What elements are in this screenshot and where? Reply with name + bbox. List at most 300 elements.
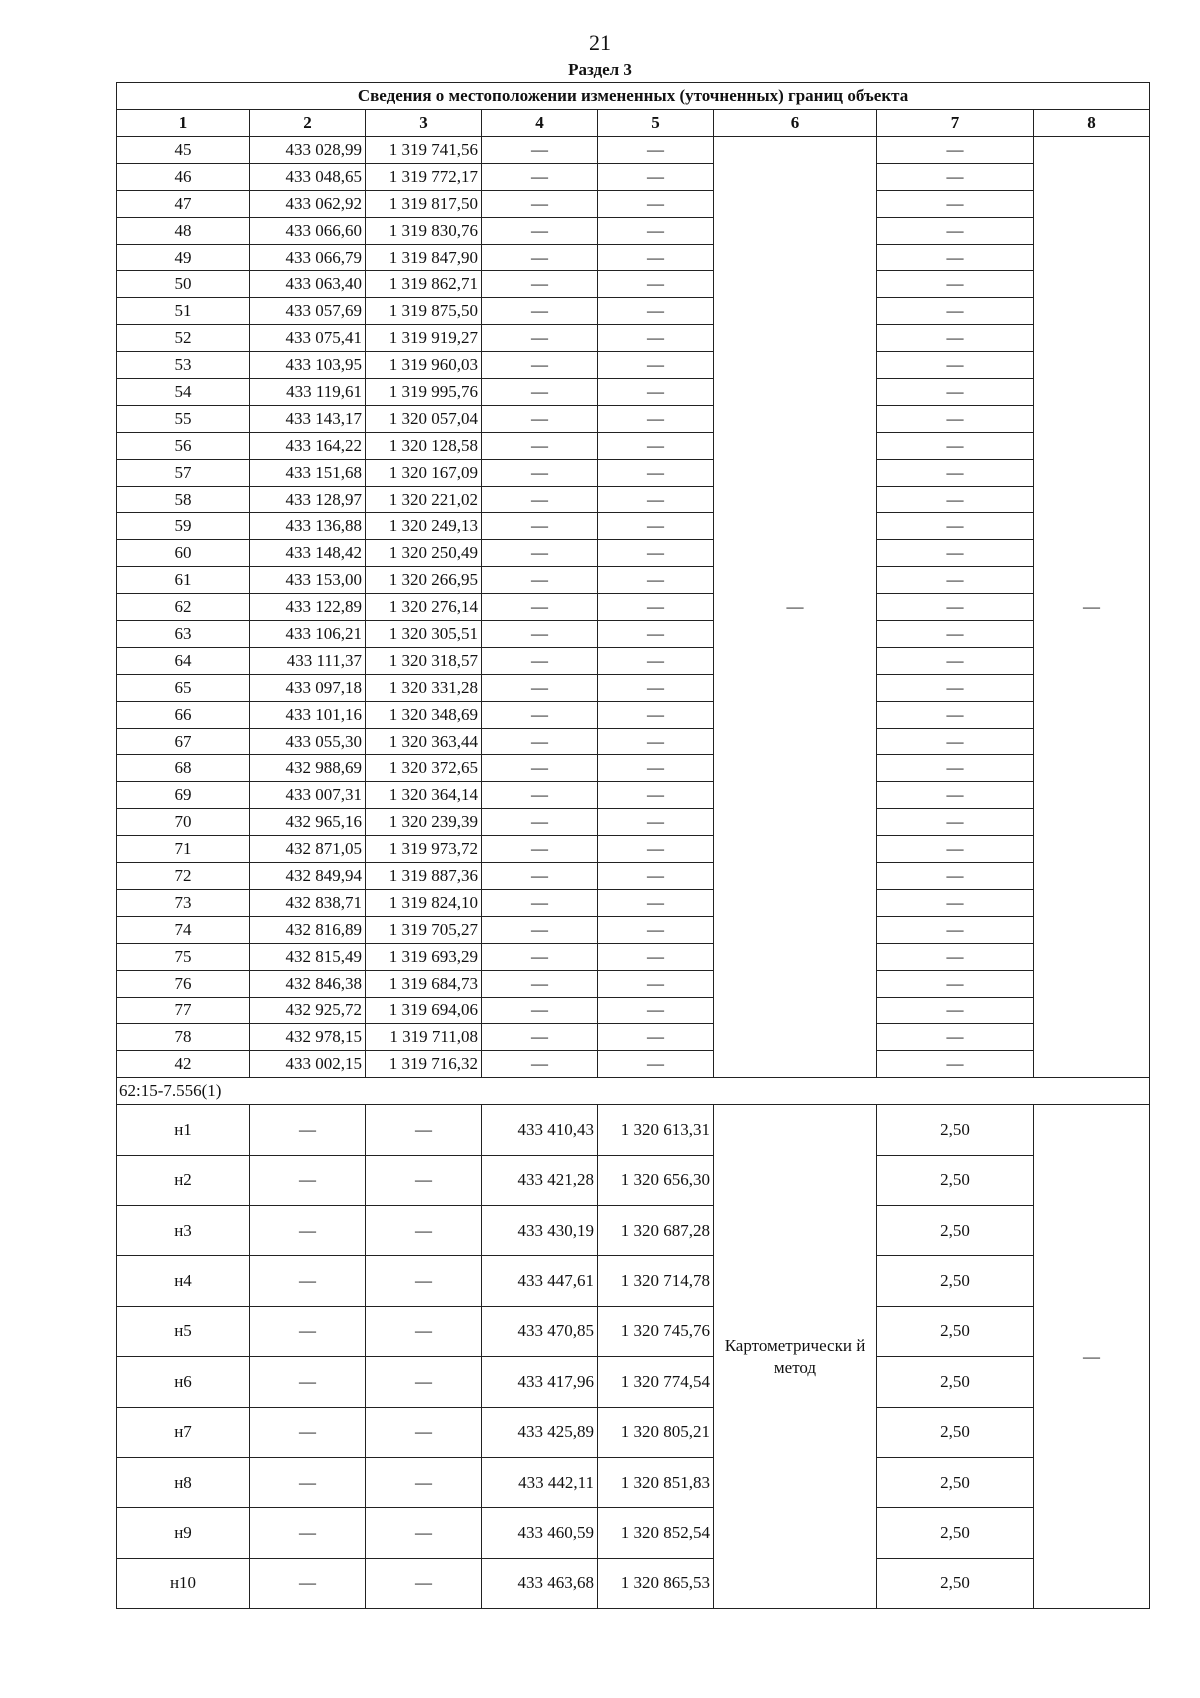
point-number-cell: 54 (117, 379, 250, 406)
x-coordinate-cell: 433 148,42 (250, 540, 366, 567)
y-coordinate-cell: 1 320 305,51 (366, 621, 482, 648)
x-coordinate-cell: 433 463,68 (482, 1558, 598, 1608)
point-number-cell: 56 (117, 432, 250, 459)
col4-cell: — (482, 486, 598, 513)
col5-cell: — (598, 298, 714, 325)
x-coordinate-cell: 433 075,41 (250, 325, 366, 352)
x-coordinate-cell: 433 410,43 (482, 1105, 598, 1155)
point-number-cell: 49 (117, 244, 250, 271)
point-number-cell: н4 (117, 1256, 250, 1306)
col3-cell: — (366, 1256, 482, 1306)
accuracy-cell: — (877, 405, 1034, 432)
table-row (117, 325, 1150, 352)
accuracy-cell: — (877, 997, 1034, 1024)
point-number-cell: н3 (117, 1205, 250, 1255)
x-coordinate-cell: 433 128,97 (250, 486, 366, 513)
accuracy-cell: — (877, 217, 1034, 244)
y-coordinate-cell: 1 320 774,54 (598, 1357, 714, 1407)
accuracy-cell: 2,50 (877, 1457, 1034, 1507)
point-number-cell: 67 (117, 728, 250, 755)
x-coordinate-cell: 433 055,30 (250, 728, 366, 755)
point-number-cell: 66 (117, 701, 250, 728)
accuracy-cell: — (877, 271, 1034, 298)
col5-cell: — (598, 486, 714, 513)
col5-cell: — (598, 970, 714, 997)
y-coordinate-cell: 1 319 847,90 (366, 244, 482, 271)
table-row (117, 513, 1150, 540)
y-coordinate-cell: 1 319 716,32 (366, 1051, 482, 1078)
x-coordinate-cell: 432 978,15 (250, 1024, 366, 1051)
point-number-cell: н8 (117, 1457, 250, 1507)
col5-cell: — (598, 594, 714, 621)
column-number-row (117, 110, 1150, 137)
table-row (117, 298, 1150, 325)
col4-cell: — (482, 567, 598, 594)
y-coordinate-cell: 1 320 250,49 (366, 540, 482, 567)
col2-cell: — (250, 1508, 366, 1558)
point-number-cell: н5 (117, 1306, 250, 1356)
accuracy-cell: — (877, 325, 1034, 352)
accuracy-cell: — (877, 163, 1034, 190)
table-row (117, 190, 1150, 217)
x-coordinate-cell: 433 106,21 (250, 621, 366, 648)
x-coordinate-cell: 432 988,69 (250, 755, 366, 782)
accuracy-cell: — (877, 513, 1034, 540)
accuracy-cell: — (877, 943, 1034, 970)
col3-cell: — (366, 1558, 482, 1608)
col5-cell: — (598, 244, 714, 271)
accuracy-cell: — (877, 782, 1034, 809)
accuracy-cell: — (877, 486, 1034, 513)
col3-cell: — (366, 1357, 482, 1407)
point-number-cell: 70 (117, 809, 250, 836)
col4-cell: — (482, 809, 598, 836)
y-coordinate-cell: 1 319 684,73 (366, 970, 482, 997)
accuracy-cell: — (877, 540, 1034, 567)
table-body (117, 83, 1150, 1609)
x-coordinate-cell: 433 103,95 (250, 352, 366, 379)
point-number-cell: 73 (117, 889, 250, 916)
x-coordinate-cell: 433 442,11 (482, 1457, 598, 1507)
col4-cell: — (482, 190, 598, 217)
col5-cell: — (598, 701, 714, 728)
col5-cell: — (598, 163, 714, 190)
x-coordinate-cell: 433 421,28 (482, 1155, 598, 1205)
col5-cell: — (598, 459, 714, 486)
point-number-cell: 77 (117, 997, 250, 1024)
y-coordinate-cell: 1 320 656,30 (598, 1155, 714, 1205)
x-coordinate-cell: 432 965,16 (250, 809, 366, 836)
col2-cell: — (250, 1457, 366, 1507)
x-coordinate-cell: 433 143,17 (250, 405, 366, 432)
y-coordinate-cell: 1 319 973,72 (366, 836, 482, 863)
col2-cell: — (250, 1105, 366, 1155)
accuracy-cell: — (877, 244, 1034, 271)
point-number-cell: 60 (117, 540, 250, 567)
col5-cell: — (598, 190, 714, 217)
accuracy-cell: — (877, 728, 1034, 755)
accuracy-cell: — (877, 432, 1034, 459)
table-row (117, 163, 1150, 190)
point-number-cell: 48 (117, 217, 250, 244)
table-row (117, 244, 1150, 271)
x-coordinate-cell: 433 111,37 (250, 647, 366, 674)
col4-cell: — (482, 755, 598, 782)
point-number-cell: 75 (117, 943, 250, 970)
method-cell: — (714, 137, 877, 1078)
accuracy-cell: 2,50 (877, 1407, 1034, 1457)
table-row (117, 674, 1150, 701)
y-coordinate-cell: 1 320 057,04 (366, 405, 482, 432)
table-row (117, 1357, 1150, 1407)
x-coordinate-cell: 433 066,60 (250, 217, 366, 244)
accuracy-cell: — (877, 352, 1034, 379)
y-coordinate-cell: 1 319 887,36 (366, 863, 482, 890)
x-coordinate-cell: 433 430,19 (482, 1205, 598, 1255)
x-coordinate-cell: 433 002,15 (250, 1051, 366, 1078)
page-number: 21 (589, 30, 611, 55)
x-coordinate-cell: 432 815,49 (250, 943, 366, 970)
col5-cell: — (598, 889, 714, 916)
col4-cell: — (482, 379, 598, 406)
point-number-cell: 42 (117, 1051, 250, 1078)
x-coordinate-cell: 433 063,40 (250, 271, 366, 298)
y-coordinate-cell: 1 319 919,27 (366, 325, 482, 352)
col3-cell: — (366, 1205, 482, 1255)
y-coordinate-cell: 1 320 805,21 (598, 1407, 714, 1457)
column-number: 5 (598, 110, 714, 137)
column-number: 3 (366, 110, 482, 137)
y-coordinate-cell: 1 319 705,27 (366, 916, 482, 943)
table-row (117, 486, 1150, 513)
col4-cell: — (482, 352, 598, 379)
table-caption-row (117, 83, 1150, 110)
col4-cell: — (482, 163, 598, 190)
y-coordinate-cell: 1 319 817,50 (366, 190, 482, 217)
col5-cell: — (598, 513, 714, 540)
subsection-label: 62:15-7.556(1) (117, 1078, 1150, 1105)
y-coordinate-cell: 1 319 711,08 (366, 1024, 482, 1051)
point-number-cell: 69 (117, 782, 250, 809)
y-coordinate-cell: 1 320 363,44 (366, 728, 482, 755)
accuracy-cell: — (877, 701, 1034, 728)
table-row (117, 1205, 1150, 1255)
accuracy-cell: — (877, 970, 1034, 997)
accuracy-cell: — (877, 594, 1034, 621)
y-coordinate-cell: 1 320 364,14 (366, 782, 482, 809)
x-coordinate-cell: 433 097,18 (250, 674, 366, 701)
col2-cell: — (250, 1205, 366, 1255)
table-row (117, 755, 1150, 782)
col5-cell: — (598, 217, 714, 244)
table-row (117, 1051, 1150, 1078)
accuracy-cell: 2,50 (877, 1105, 1034, 1155)
column-number: 4 (482, 110, 598, 137)
col3-cell: — (366, 1306, 482, 1356)
col2-cell: — (250, 1357, 366, 1407)
y-coordinate-cell: 1 320 714,78 (598, 1256, 714, 1306)
x-coordinate-cell: 432 871,05 (250, 836, 366, 863)
col5-cell: — (598, 674, 714, 701)
point-number-cell: 50 (117, 271, 250, 298)
x-coordinate-cell: 432 849,94 (250, 863, 366, 890)
col5-cell: — (598, 137, 714, 164)
col5-cell: — (598, 1024, 714, 1051)
x-coordinate-cell: 432 838,71 (250, 889, 366, 916)
accuracy-cell: — (877, 755, 1034, 782)
col2-cell: — (250, 1407, 366, 1457)
col5-cell: — (598, 432, 714, 459)
x-coordinate-cell: 433 007,31 (250, 782, 366, 809)
col3-cell: — (366, 1105, 482, 1155)
point-number-cell: н9 (117, 1508, 250, 1558)
col4-cell: — (482, 836, 598, 863)
x-coordinate-cell: 433 164,22 (250, 432, 366, 459)
col4-cell: — (482, 647, 598, 674)
y-coordinate-cell: 1 320 266,95 (366, 567, 482, 594)
col4-cell: — (482, 271, 598, 298)
x-coordinate-cell: 433 425,89 (482, 1407, 598, 1457)
x-coordinate-cell: 433 057,69 (250, 298, 366, 325)
y-coordinate-cell: 1 319 960,03 (366, 352, 482, 379)
y-coordinate-cell: 1 319 694,06 (366, 997, 482, 1024)
y-coordinate-cell: 1 320 128,58 (366, 432, 482, 459)
col5-cell: — (598, 782, 714, 809)
y-coordinate-cell: 1 320 687,28 (598, 1205, 714, 1255)
col5-cell: — (598, 405, 714, 432)
col4-cell: — (482, 916, 598, 943)
y-coordinate-cell: 1 319 875,50 (366, 298, 482, 325)
y-coordinate-cell: 1 319 772,17 (366, 163, 482, 190)
table-row (117, 701, 1150, 728)
col4-cell: — (482, 701, 598, 728)
point-number-cell: 71 (117, 836, 250, 863)
y-coordinate-cell: 1 319 830,76 (366, 217, 482, 244)
y-coordinate-cell: 1 320 613,31 (598, 1105, 714, 1155)
col8-cell: — (1034, 1105, 1150, 1609)
table-row (117, 863, 1150, 890)
accuracy-cell: — (877, 137, 1034, 164)
point-number-cell: 47 (117, 190, 250, 217)
table-row (117, 1306, 1150, 1356)
point-number-cell: 51 (117, 298, 250, 325)
accuracy-cell: 2,50 (877, 1256, 1034, 1306)
col4-cell: — (482, 459, 598, 486)
col5-cell: — (598, 863, 714, 890)
col4-cell: — (482, 137, 598, 164)
col4-cell: — (482, 325, 598, 352)
accuracy-cell: — (877, 916, 1034, 943)
table-row (117, 405, 1150, 432)
table-row (117, 1105, 1150, 1155)
x-coordinate-cell: 433 153,00 (250, 567, 366, 594)
x-coordinate-cell: 433 136,88 (250, 513, 366, 540)
point-number-cell: 59 (117, 513, 250, 540)
point-number-cell: 61 (117, 567, 250, 594)
table-row (117, 970, 1150, 997)
point-number-cell: 65 (117, 674, 250, 701)
col5-cell: — (598, 379, 714, 406)
column-number: 6 (714, 110, 877, 137)
col3-cell: — (366, 1457, 482, 1507)
col4-cell: — (482, 432, 598, 459)
col4-cell: — (482, 1051, 598, 1078)
y-coordinate-cell: 1 320 276,14 (366, 594, 482, 621)
col4-cell: — (482, 889, 598, 916)
table-row (117, 379, 1150, 406)
x-coordinate-cell: 433 119,61 (250, 379, 366, 406)
col4-cell: — (482, 863, 598, 890)
table-row (117, 1407, 1150, 1457)
accuracy-cell: — (877, 298, 1034, 325)
accuracy-cell: — (877, 621, 1034, 648)
point-number-cell: н1 (117, 1105, 250, 1155)
table-row (117, 836, 1150, 863)
col5-cell: — (598, 836, 714, 863)
table-row (117, 137, 1150, 164)
y-coordinate-cell: 1 320 318,57 (366, 647, 482, 674)
table-row (117, 1256, 1150, 1306)
method-cell: Картометрически й метод (714, 1105, 877, 1609)
accuracy-cell: 2,50 (877, 1155, 1034, 1205)
col3-cell: — (366, 1508, 482, 1558)
accuracy-cell: 2,50 (877, 1357, 1034, 1407)
x-coordinate-cell: 433 101,16 (250, 701, 366, 728)
point-number-cell: н7 (117, 1407, 250, 1457)
col2-cell: — (250, 1155, 366, 1205)
table-row (117, 728, 1150, 755)
col2-cell: — (250, 1256, 366, 1306)
col4-cell: — (482, 405, 598, 432)
accuracy-cell: 2,50 (877, 1508, 1034, 1558)
x-coordinate-cell: 432 925,72 (250, 997, 366, 1024)
accuracy-cell: — (877, 379, 1034, 406)
accuracy-cell: — (877, 1024, 1034, 1051)
col5-cell: — (598, 916, 714, 943)
y-coordinate-cell: 1 320 167,09 (366, 459, 482, 486)
col8-cell: — (1034, 137, 1150, 1078)
point-number-cell: 62 (117, 594, 250, 621)
col4-cell: — (482, 728, 598, 755)
col5-cell: — (598, 728, 714, 755)
col5-cell: — (598, 352, 714, 379)
column-number: 2 (250, 110, 366, 137)
y-coordinate-cell: 1 320 745,76 (598, 1306, 714, 1356)
y-coordinate-cell: 1 320 348,69 (366, 701, 482, 728)
col2-cell: — (250, 1558, 366, 1608)
table-row (117, 889, 1150, 916)
x-coordinate-cell: 433 028,99 (250, 137, 366, 164)
table-row (117, 1508, 1150, 1558)
col4-cell: — (482, 782, 598, 809)
point-number-cell: 64 (117, 647, 250, 674)
column-number: 8 (1034, 110, 1150, 137)
table-row (117, 809, 1150, 836)
point-number-cell: 52 (117, 325, 250, 352)
y-coordinate-cell: 1 320 239,39 (366, 809, 482, 836)
y-coordinate-cell: 1 320 852,54 (598, 1508, 714, 1558)
y-coordinate-cell: 1 319 693,29 (366, 943, 482, 970)
y-coordinate-cell: 1 319 995,76 (366, 379, 482, 406)
accuracy-cell: 2,50 (877, 1205, 1034, 1255)
y-coordinate-cell: 1 320 372,65 (366, 755, 482, 782)
point-number-cell: 76 (117, 970, 250, 997)
boundary-table (116, 82, 1150, 1609)
table-row (117, 621, 1150, 648)
x-coordinate-cell: 433 066,79 (250, 244, 366, 271)
point-number-cell: 57 (117, 459, 250, 486)
x-coordinate-cell: 433 470,85 (482, 1306, 598, 1356)
accuracy-cell: — (877, 889, 1034, 916)
subsection-row (117, 1078, 1150, 1105)
table-caption: Сведения о местоположении измененных (уточненных) границ объекта (117, 83, 1150, 110)
table-row (117, 1558, 1150, 1608)
table-row (117, 352, 1150, 379)
point-number-cell: 63 (117, 621, 250, 648)
accuracy-cell: — (877, 1051, 1034, 1078)
col5-cell: — (598, 567, 714, 594)
table-row (117, 271, 1150, 298)
col5-cell: — (598, 997, 714, 1024)
col4-cell: — (482, 621, 598, 648)
accuracy-cell: 2,50 (877, 1306, 1034, 1356)
table-row (117, 916, 1150, 943)
y-coordinate-cell: 1 319 741,56 (366, 137, 482, 164)
point-number-cell: 74 (117, 916, 250, 943)
table-row (117, 1155, 1150, 1205)
point-number-cell: 46 (117, 163, 250, 190)
x-coordinate-cell: 433 417,96 (482, 1357, 598, 1407)
col5-cell: — (598, 943, 714, 970)
table-row (117, 1024, 1150, 1051)
accuracy-cell: — (877, 190, 1034, 217)
table-row (117, 647, 1150, 674)
accuracy-cell: 2,50 (877, 1558, 1034, 1608)
col5-cell: — (598, 647, 714, 674)
table-row (117, 594, 1150, 621)
y-coordinate-cell: 1 320 851,83 (598, 1457, 714, 1507)
accuracy-cell: — (877, 863, 1034, 890)
x-coordinate-cell: 433 062,92 (250, 190, 366, 217)
col2-cell: — (250, 1306, 366, 1356)
col3-cell: — (366, 1407, 482, 1457)
table-row (117, 459, 1150, 486)
col4-cell: — (482, 997, 598, 1024)
y-coordinate-cell: 1 320 865,53 (598, 1558, 714, 1608)
col3-cell: — (366, 1155, 482, 1205)
point-number-cell: 55 (117, 405, 250, 432)
col5-cell: — (598, 1051, 714, 1078)
col5-cell: — (598, 540, 714, 567)
x-coordinate-cell: 432 846,38 (250, 970, 366, 997)
point-number-cell: н2 (117, 1155, 250, 1205)
table-row (117, 782, 1150, 809)
col5-cell: — (598, 325, 714, 352)
section-title: Раздел 3 (568, 60, 632, 79)
col4-cell: — (482, 513, 598, 540)
col4-cell: — (482, 943, 598, 970)
col4-cell: — (482, 540, 598, 567)
x-coordinate-cell: 433 447,61 (482, 1256, 598, 1306)
accuracy-cell: — (877, 459, 1034, 486)
col5-cell: — (598, 271, 714, 298)
x-coordinate-cell: 433 151,68 (250, 459, 366, 486)
point-number-cell: 78 (117, 1024, 250, 1051)
column-number: 1 (117, 110, 250, 137)
table-row (117, 567, 1150, 594)
col4-cell: — (482, 594, 598, 621)
x-coordinate-cell: 433 048,65 (250, 163, 366, 190)
